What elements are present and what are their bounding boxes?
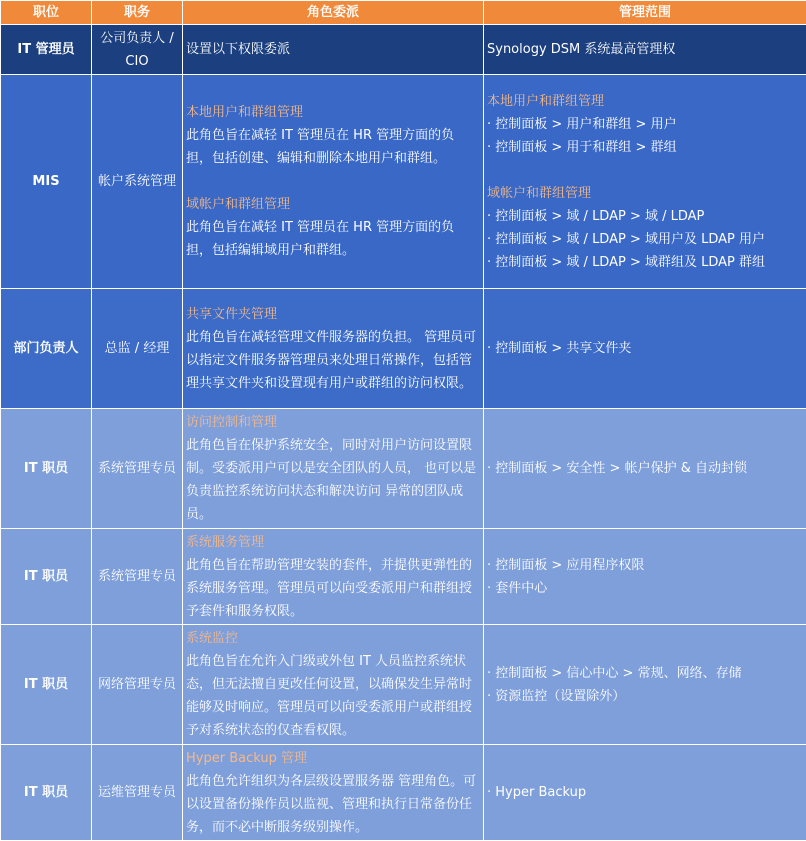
table-row	[1, 289, 806, 409]
position-cell: IT 管理员	[1, 25, 92, 75]
header-scope: 管理范围	[484, 1, 806, 25]
role-desc: 此角色旨在减轻管理文件服务器的负担。 管理员可以指定文件服务器管理员来处理日常操作，包括管理共享文件夹和设置现有用户或群组的访问权限。	[186, 326, 479, 395]
duty-cell: 运维管理专员	[92, 745, 183, 841]
position-cell: 部门负责人	[1, 289, 92, 409]
scope-subtitle: 本地用户和群组管理	[487, 90, 803, 113]
duty-cell: 总监 / 经理	[92, 289, 183, 409]
role-cell	[183, 75, 484, 289]
table-row	[1, 409, 806, 529]
scope-item: · 控制面板 > 应用程序权限	[487, 554, 803, 577]
scope-item: · 控制面板 > 共享文件夹	[487, 337, 803, 360]
position-cell: IT 职员	[1, 409, 92, 529]
role-subtitle: 本地用户和群组管理	[186, 101, 479, 124]
duty-cell: 公司负责人 / CIO	[92, 25, 183, 75]
role-subtitle: 系统服务管理	[186, 531, 479, 554]
scope-item: · 套件中心	[487, 577, 803, 600]
role-desc: 此角色旨在帮助管理安装的套件，并提供更弹性的系统服务管理。管理员可以向受委派用户和群组授予套件和服务权限。	[186, 554, 479, 623]
role-subtitle: 域帐户和群组管理	[186, 193, 479, 216]
scope-cell	[484, 25, 806, 75]
role-desc: 此角色旨在允许入门级或外包 IT 人员监控系统状态，但无法擅自更改任何设置，以确保发生异常时能够及时响应。管理员可以向受委派用户或群组授予对系统状态的仅查看权限。	[186, 650, 479, 742]
role-subtitle: Hyper Backup 管理	[186, 747, 479, 770]
scope-cell	[484, 409, 806, 529]
header-row	[1, 1, 806, 25]
duty-cell: 系统管理专员	[92, 409, 183, 529]
scope-item: Synology DSM 系统最高管理权	[487, 38, 803, 61]
role-cell	[183, 409, 484, 529]
position-cell: MIS	[1, 75, 92, 289]
scope-item: · Hyper Backup	[487, 781, 803, 804]
role-cell	[183, 529, 484, 625]
duty-cell: 网络管理专员	[92, 625, 183, 745]
spacer	[186, 170, 479, 193]
scope-item: · 控制面板 > 用户和群组 > 用户	[487, 113, 803, 136]
scope-subtitle: 域帐户和群组管理	[487, 182, 803, 205]
scope-item: · 控制面板 > 域 / LDAP > 域用户及 LDAP 用户	[487, 228, 803, 251]
header-duty: 职务	[92, 1, 183, 25]
table-row	[1, 529, 806, 625]
header-position: 职位	[1, 1, 92, 25]
role-desc: 此角色允许组织为各层级设置服务器 管理角色。可以设置备份操作员以监视、管理和执行日常备份任务，而不必中断服务级别操作。	[186, 770, 479, 839]
position-cell: IT 职员	[1, 745, 92, 841]
table-row	[1, 25, 806, 75]
duty-cell: 系统管理专员	[92, 529, 183, 625]
table-row	[1, 625, 806, 745]
role-cell	[183, 745, 484, 841]
position-cell: IT 职员	[1, 625, 92, 745]
duty-cell: 帐户系统管理	[92, 75, 183, 289]
role-desc: 此角色旨在保护系统安全，同时对用户访问设置限制。受委派用户可以是安全团队的人员， 也可以是负责监控系统访问状态和解决访问 异常的团队成员。	[186, 434, 479, 526]
scope-item: · 控制面板 > 安全性 > 帐户保护 & 自动封锁	[487, 457, 803, 480]
role-desc: 此角色旨在减轻 IT 管理员在 HR 管理方面的负担，包括编辑域用户和群组。	[186, 216, 479, 262]
role-subtitle: 访问控制和管理	[186, 411, 479, 434]
role-desc: 此角色旨在减轻 IT 管理员在 HR 管理方面的负担，包括创建、编辑和删除本地用户和群组。	[186, 124, 479, 170]
scope-item: · 资源监控（设置除外）	[487, 685, 803, 708]
scope-cell	[484, 625, 806, 745]
role-subtitle: 系统监控	[186, 627, 479, 650]
scope-item: · 控制面板 > 域 / LDAP > 域 / LDAP	[487, 205, 803, 228]
scope-item: · 控制面板 > 信心中心 > 常规、网络、存储	[487, 662, 803, 685]
scope-cell	[484, 529, 806, 625]
scope-cell	[484, 289, 806, 409]
scope-item: · 控制面板 > 域 / LDAP > 域群组及 LDAP 群组	[487, 251, 803, 274]
scope-cell	[484, 75, 806, 289]
role-cell	[183, 289, 484, 409]
role-desc: 设置以下权限委派	[186, 38, 479, 61]
role-cell	[183, 25, 484, 75]
role-cell	[183, 625, 484, 745]
role-subtitle: 共享文件夹管理	[186, 303, 479, 326]
header-role-delegation: 角色委派	[183, 1, 484, 25]
table-row	[1, 745, 806, 841]
scope-cell	[484, 745, 806, 841]
spacer	[487, 159, 803, 182]
scope-item: · 控制面板 > 用于和群组 > 群组	[487, 136, 803, 159]
position-cell: IT 职员	[1, 529, 92, 625]
table-row	[1, 75, 806, 289]
